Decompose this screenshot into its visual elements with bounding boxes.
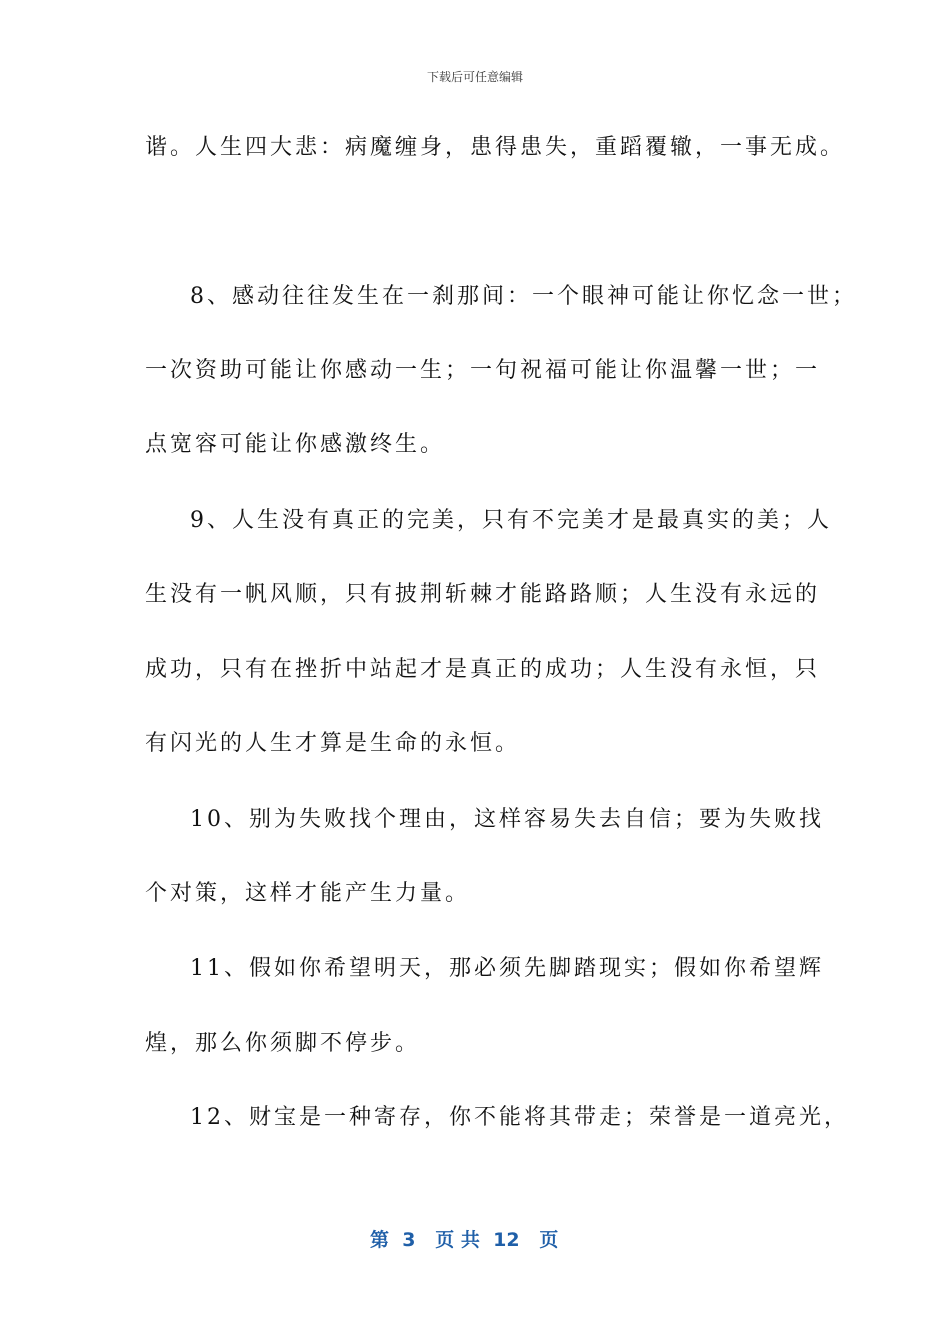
text-line-13: 12、财宝是一种寄存，你不能将其带走；荣誉是一道亮光， xyxy=(190,1105,849,1130)
page-number-footer: 第 3 页 共 12 页 xyxy=(370,1229,559,1251)
text-line-10: 个对策，这样才能产生力量。 xyxy=(145,881,471,906)
text-line-4: 点宽容可能让你感激终生。 xyxy=(145,432,446,457)
text-line-11: 11、假如你希望明天，那必须先脚踏现实；假如你希望辉 xyxy=(190,956,824,981)
text-line-6: 生没有一帆风顺，只有披荆斩棘才能路路顺；人生没有永远的 xyxy=(145,582,821,607)
page-header-note: 下载后可任意编辑 xyxy=(426,70,523,84)
text-line-7: 成功，只有在挫折中站起才是真正的成功；人生没有永恒，只 xyxy=(145,657,821,682)
text-line-12: 煌，那么你须脚不停步。 xyxy=(145,1031,421,1056)
text-line-9: 10、别为失败找个理由，这样容易失去自信；要为失败找 xyxy=(190,807,824,832)
text-line-8: 有闪光的人生才算是生命的永恒。 xyxy=(145,731,521,756)
text-line-3: 一次资助可能让你感动一生；一句祝福可能让你温馨一世；一 xyxy=(145,358,821,383)
text-line-5: 9、人生没有真正的完美，只有不完美才是最真实的美；人 xyxy=(190,508,832,533)
text-line-1: 谐。人生四大悲：病魔缠身，患得患失，重蹈覆辙，一事无成。 xyxy=(145,135,846,160)
text-line-2: 8、感动往往发生在一刹那间：一个眼神可能让你忆念一世； xyxy=(190,284,857,309)
